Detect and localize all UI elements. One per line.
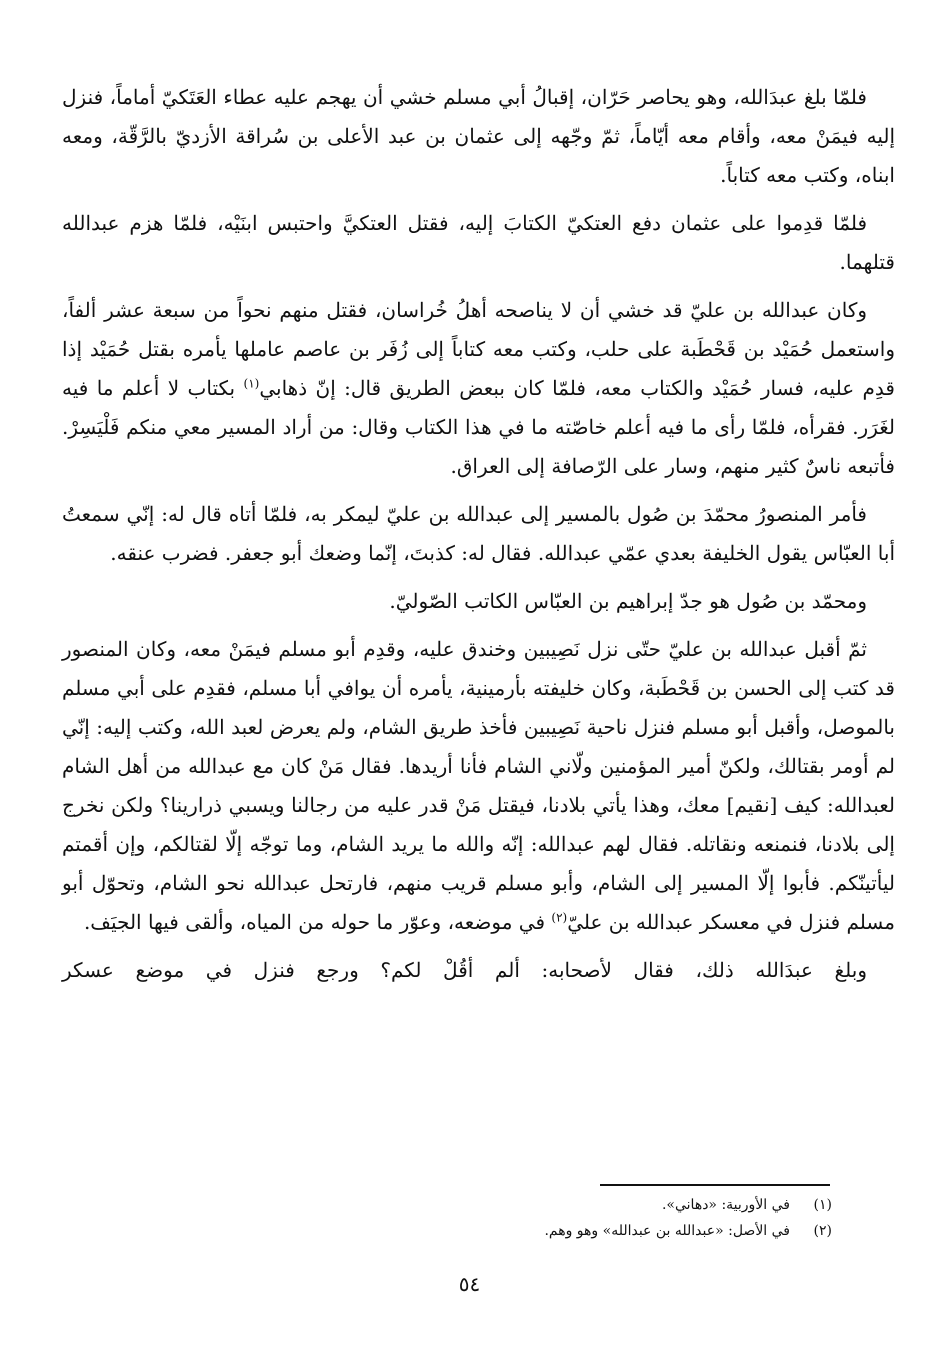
page-number: ٥٤: [458, 1272, 481, 1296]
footnote-1-text: في الأوربية: «دهاني».: [661, 1197, 790, 1213]
paragraph-1: فلمّا بلغ عبدَالله، وهو يحاصر حَرّان، إقبالُ أبي مسلم خشي أن يهجم عليه عطاء العَتَكيّ أماماً، فنزل إليه فيمَنْ معه، وأقام معه أيّاماً، ثمّ وجّهه إلى عثمان بن عبد الأعلى بن سُراقة الأزديّ بالرَّقّة، ومعه ابناه، وكتب معه كتاباً.: [62, 85, 895, 187]
paragraph-6-text-after: في موضعه، وعوّر ما حوله من المياه، وألقى فيها الجيَف.: [83, 910, 552, 934]
footnotes: [400, 1192, 832, 1244]
paragraph-5: ومحمّد بن صُول هو جدّ إبراهيم بن العبّاس الكاتب الصّوليّ.: [389, 589, 867, 613]
body-text: [62, 78, 895, 999]
footnote-2-text: في الأصل: «عبدالله بن عبدالله» وهو وهم.: [544, 1223, 790, 1239]
paragraph-6: [62, 630, 895, 942]
paragraph-2: فلمّا قدِموا على عثمان دفع العتكيّ الكتابَ إليه، فقتل العتكيَّ واحتبس ابنَيْه، فلمّا هزم عبدالله قتلهما.: [62, 211, 895, 274]
paragraph-7: وبلغ عبدَالله ذلك، فقال لأصحابه: ألم أقُلْ لكم؟ ورجع فنزل في موضع عسكر: [62, 958, 867, 982]
footnote-1-number: (١): [813, 1197, 832, 1213]
paragraph-4: فأمر المنصورُ محمّدَ بن صُول بالمسير إلى عبدالله بن عليّ ليمكر به، فلمّا أتاه قال له: إنّي سمعتُ أبا العبّاس يقول الخليفة بعدي عمّي عبدالله. فقال له: كذبتَ، إنّما وضعك أبو جعفر. فضرب عنقه.: [62, 502, 895, 565]
paragraph-3-text-before: وكان عبدالله بن عليّ قد خشي أن لا يناصحه أهلُ خُراسان، فقتل منهم نحواً من سبعة عشر ألفاً، واستعمل حُمَيْد بن قَحْطَبة على حلب، وكتب معه كتاباً إلى زُفَر بن عاصم عاملها يأمره بقتل حُمَيْد إذا قدِم عليه، فسار حُمَيْد والكتاب معه، فلمّا كان ببعض الطريق قال: إنّ ذهابي: [62, 298, 895, 400]
paragraph-3-text-after: بكتاب لا أعلم ما فيه لغَرَر. فقرأه، فلمّا رأى ما فيه أعلم خاصّته ما في هذا الكتاب وقال: من أراد المسير معي منكم فَلْيَسِرْ. فأتبعه ناسٌ كثير منهم، وسار على الرّصافة إلى العراق.: [62, 376, 895, 478]
footnote-ref-1: (١): [243, 376, 260, 391]
footnote-1: [400, 1192, 832, 1218]
footnote-2-number: (٢): [813, 1223, 832, 1239]
footnote-divider: [600, 1184, 830, 1186]
footnote-ref-2: (٢): [551, 910, 568, 925]
paragraph-3: [62, 291, 895, 486]
paragraph-6-text-before: ثمّ أقبل عبدالله بن عليّ حتّى نزل نَصِيبين وخندق عليه، وقدِم أبو مسلم فيمَنْ معه، وكان المنصور قد كتب إلى الحسن بن قَحْطَبة، وكان خليفته بأرمينية، يأمره أن يوافي أبا مسلم، فقدِم على أبي مسلم بالموصل، وأقبل أبو مسلم فنزل ناحية نَصِيبين فأخذ طريق الشام، ولم يعرض لعبد الله، وكتب إليه: إنّي لم أومر بقتالك، ولكنّ أمير المؤمنين ولّاني الشام فأنا أريدها. فقال مَنْ كان مع عبدالله من أهل الشام لعبدالله: كيف [نقيم] معك، وهذا يأتي بلادنا، فيقتل مَنْ قدر عليه من رجالنا ويسبي ذرارينا؟ ولكن نخرج إلى بلادنا، فنمنعه ونقاتله. فقال لهم عبدالله: إنّه والله ما يريد الشام، وما توجّه إلّا لقتالكم، وإن أقمتم ليأتينّكم. فأبوا إلّا المسير إلى الشام، وأبو مسلم قريب منهم، فارتحل عبدالله نحو الشام، وتحوّل أبو مسلم فنزل في معسكر عبدالله بن عليّ: [62, 637, 895, 934]
footnote-2: [400, 1218, 832, 1244]
